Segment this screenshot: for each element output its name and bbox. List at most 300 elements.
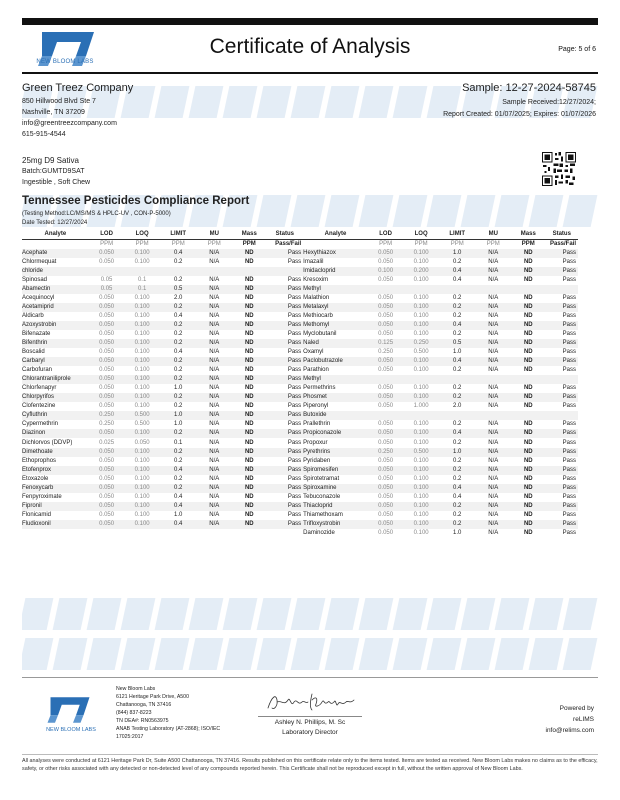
- powered-by-label: Powered by: [559, 705, 594, 712]
- table-cell: ND: [232, 285, 266, 294]
- table-cell: [511, 375, 545, 384]
- table-cell: Pyridaben: [303, 457, 331, 464]
- table-cell: Fenpyroximate: [22, 493, 62, 500]
- disclaimer-text: All analyses were conducted at 6121 Heritage Park Dr, Suite A500 Chattanooga, TN 37416. Results published on this certificate relate only to the items tested. Items are tested as received. New Bloom Labs makes no claims as to the efficacy, safety, or other risks associated with any detected or non-detected level of any compounds reported herein. This Certificate shall not be reproduced except in full, without the written approval of New Bloom Labs.: [22, 758, 598, 772]
- table-cell: Pass: [562, 457, 576, 464]
- table-cell: Thiamethoxam: [303, 511, 343, 518]
- table-cell: ND: [244, 385, 254, 392]
- unit-cell: PPM: [379, 240, 393, 247]
- table-cell: 0.050: [368, 249, 404, 258]
- lab-info-line: (844) 837-8223: [116, 710, 152, 716]
- table-cell: 0.100: [134, 493, 150, 500]
- table-cell: ND: [511, 267, 545, 276]
- table-cell: [368, 285, 404, 294]
- table-cell: Pass: [267, 393, 304, 402]
- table-cell: 0.2: [453, 294, 462, 301]
- watermark-band: [22, 638, 598, 670]
- table-cell: 0.2: [160, 429, 197, 438]
- table-cell: 0.250: [89, 411, 125, 420]
- table-cell: 0.050: [89, 339, 125, 348]
- table-row: [22, 448, 578, 457]
- table-cell: 0.05: [100, 276, 113, 283]
- table-cell: 1.0: [453, 349, 462, 356]
- table-cell: 0.4: [160, 249, 197, 258]
- table-cell: ND: [232, 429, 266, 438]
- table-cell: Pass: [267, 339, 304, 348]
- table-cell: Pass: [267, 303, 304, 312]
- table-row: [22, 529, 578, 538]
- table-cell: 0.100: [413, 258, 429, 265]
- lab-info-line: ANAB Testing Laboratory (AT-2868); ISO/IEC: [116, 726, 221, 732]
- table-cell: Chlormequat: [22, 258, 57, 265]
- table-cell: 0.250: [368, 448, 404, 457]
- table-cell: Pass: [287, 475, 302, 482]
- table-cell: 0.100: [134, 258, 150, 265]
- table-cell: Metalaxyl: [303, 303, 368, 312]
- table-row: [22, 375, 578, 384]
- unit-cell: Pass/Fail: [275, 240, 302, 247]
- table-cell: ND: [244, 403, 254, 410]
- table-cell: N/A: [488, 403, 499, 410]
- table-cell: Diazinon: [22, 429, 89, 438]
- column-header: LOQ: [403, 230, 439, 239]
- lab-info-line: 17025:2017: [116, 734, 144, 740]
- table-cell: 0.2: [160, 393, 197, 402]
- table-cell: Permethrins: [303, 385, 336, 392]
- table-cell: N/A: [209, 312, 220, 319]
- table-cell: ND: [244, 349, 254, 356]
- table-cell: ND: [244, 421, 254, 428]
- director-title: Laboratory Director: [282, 729, 338, 736]
- table-cell: ND: [232, 393, 266, 402]
- table-cell: 0.250: [403, 339, 439, 348]
- unit-cell: PPM: [521, 240, 535, 247]
- table-cell: N/A: [488, 276, 499, 283]
- table-cell: 0.050: [378, 403, 394, 410]
- table-cell: 0.050: [89, 375, 125, 384]
- table-cell: Pass: [562, 511, 576, 518]
- table-cell: ND: [232, 502, 266, 511]
- table-cell: 0.2: [453, 439, 462, 446]
- table-cell: 0.100: [413, 529, 429, 536]
- table-cell: ND: [244, 439, 254, 446]
- table-cell: Ethoprophos: [22, 457, 57, 464]
- table-cell: Pass: [546, 303, 578, 312]
- table-cell: 1.0: [453, 529, 462, 536]
- table-cell: Pass: [267, 411, 304, 420]
- table-cell: 0.050: [378, 511, 394, 518]
- table-cell: 0.050: [99, 349, 115, 356]
- table-cell: N/A: [488, 258, 499, 265]
- table-cell: N/A: [197, 393, 233, 402]
- powered-by-email: info@relims.com: [545, 727, 594, 734]
- table-cell: N/A: [209, 511, 220, 518]
- table-cell: 0.1: [124, 285, 160, 294]
- table-cell: 0.2: [439, 466, 476, 475]
- table-cell: [197, 267, 233, 276]
- table-cell: 0.050: [368, 484, 404, 493]
- table-cell: Pass: [546, 520, 578, 529]
- table-cell: ND: [244, 367, 254, 374]
- table-cell: 0.500: [124, 411, 160, 420]
- table-cell: ND: [232, 249, 266, 258]
- table-cell: Methyl: [303, 285, 368, 294]
- column-header: Analyte: [22, 230, 89, 239]
- table-cell: 0.4: [439, 321, 476, 330]
- table-cell: Flonicamid: [22, 511, 52, 518]
- table-cell: Oxamyl: [303, 349, 324, 356]
- table-cell: 0.050: [99, 475, 115, 482]
- table-cell: [124, 529, 160, 538]
- table-cell: Pass: [562, 529, 576, 536]
- table-cell: ND: [244, 475, 254, 482]
- table-cell: 0.050: [378, 312, 394, 319]
- signature-line: [258, 716, 362, 717]
- table-header-row: [22, 230, 578, 239]
- table-cell: 0.2: [160, 448, 197, 457]
- header-divider: [22, 72, 598, 74]
- table-cell: 0.100: [403, 484, 439, 493]
- table-cell: Methyl: [303, 375, 368, 384]
- client-phone: 615-915-4544: [22, 131, 66, 138]
- table-cell: Pass: [562, 349, 576, 356]
- table-cell: 0.100: [124, 375, 160, 384]
- table-cell: Pass: [287, 421, 302, 428]
- report-dates: Report Created: 01/07/2025; Expires: 01/07/2026: [443, 111, 596, 118]
- table-cell: Propoxur: [303, 439, 328, 446]
- table-cell: 0.050: [89, 502, 125, 511]
- table-cell: 0.100: [403, 357, 439, 366]
- table-cell: Propiconazole: [303, 429, 368, 438]
- table-cell: 0.100: [124, 357, 160, 366]
- table-cell: N/A: [209, 475, 220, 482]
- table-row: [22, 402, 578, 411]
- table-row: [22, 285, 578, 294]
- qr-code: [542, 152, 576, 186]
- table-cell: N/A: [197, 411, 233, 420]
- watermark-band: [22, 598, 598, 630]
- table-cell: 0.100: [134, 475, 150, 482]
- table-cell: 0.050: [89, 393, 125, 402]
- table-cell: 1.0: [174, 421, 183, 428]
- table-cell: N/A: [488, 475, 499, 482]
- table-cell: [22, 529, 89, 538]
- table-cell: Pass: [267, 448, 304, 457]
- table-cell: ND: [232, 357, 266, 366]
- table-cell: 0.050: [368, 466, 404, 475]
- table-cell: Dichlorvos (DDVP): [22, 439, 73, 446]
- table-cell: 0.2: [174, 367, 183, 374]
- unit-cell: [22, 239, 89, 249]
- table-cell: N/A: [488, 511, 499, 518]
- table-cell: ND: [232, 321, 266, 330]
- table-cell: N/A: [476, 303, 512, 312]
- table-row: [22, 348, 578, 357]
- table-cell: Methiocarb: [303, 312, 333, 319]
- table-cell: ND: [511, 249, 545, 258]
- unit-cell: PPM: [207, 240, 221, 247]
- table-cell: Myclobutanil: [303, 330, 337, 337]
- table-cell: 0.2: [453, 385, 462, 392]
- table-cell: 0.050: [99, 493, 115, 500]
- table-row: [22, 466, 578, 475]
- table-cell: ND: [523, 511, 533, 518]
- table-cell: Pass: [562, 294, 576, 301]
- table-cell: 0.050: [134, 439, 150, 446]
- table-cell: ND: [244, 493, 254, 500]
- table-cell: Pass: [562, 367, 576, 374]
- table-cell: 0.025: [99, 439, 115, 446]
- table-cell: Etoxazole: [22, 475, 49, 482]
- table-cell: 0.050: [99, 511, 115, 518]
- table-cell: ND: [523, 493, 533, 500]
- table-cell: 0.100: [124, 303, 160, 312]
- table-cell: 0.2: [453, 367, 462, 374]
- table-cell: [439, 375, 476, 384]
- table-cell: ND: [523, 421, 533, 428]
- report-title: Tennessee Pesticides Compliance Report: [22, 195, 250, 207]
- table-cell: [476, 285, 512, 294]
- table-row: [22, 475, 578, 484]
- page-number: Page: 5 of 6: [558, 46, 596, 53]
- table-cell: Bifenthrin: [22, 339, 89, 348]
- table-cell: 0.5: [160, 285, 197, 294]
- table-cell: Pass: [287, 457, 302, 464]
- table-cell: 0.250: [99, 421, 115, 428]
- table-cell: 0.2: [439, 303, 476, 312]
- table-row: [22, 294, 578, 303]
- table-cell: N/A: [209, 294, 220, 301]
- table-cell: [546, 285, 578, 294]
- table-cell: 0.100: [413, 312, 429, 319]
- table-cell: 0.100: [134, 457, 150, 464]
- table-cell: 0.100: [413, 475, 429, 482]
- client-name: Green Treez Company: [22, 82, 134, 94]
- table-cell: Chlorpyrifos: [22, 393, 89, 402]
- table-cell: 2.0: [174, 294, 183, 301]
- table-cell: 0.2: [453, 421, 462, 428]
- column-header: Status: [546, 230, 578, 239]
- table-cell: Pass: [267, 249, 304, 258]
- table-cell: Paclobutrazole: [303, 357, 368, 366]
- table-cell: N/A: [197, 303, 233, 312]
- table-cell: ND: [523, 385, 533, 392]
- client-email: info@greentreezcompany.com: [22, 120, 117, 127]
- table-cell: 0.100: [134, 349, 150, 356]
- table-cell: N/A: [209, 493, 220, 500]
- table-cell: 0.050: [378, 421, 394, 428]
- table-cell: 0.100: [403, 249, 439, 258]
- unit-cell: [303, 239, 368, 249]
- table-cell: 0.050: [378, 529, 394, 536]
- table-cell: N/A: [488, 421, 499, 428]
- unit-cell: PPM: [100, 240, 114, 247]
- table-row: [22, 502, 578, 511]
- table-cell: 0.050: [89, 357, 125, 366]
- table-cell: Pyrethrins: [303, 448, 368, 457]
- table-cell: 0.100: [413, 294, 429, 301]
- table-cell: Thiacloprid: [303, 502, 368, 511]
- table-cell: N/A: [476, 466, 512, 475]
- table-cell: Imazalil: [303, 258, 324, 265]
- table-cell: 0.100: [403, 520, 439, 529]
- table-cell: 0.100: [403, 502, 439, 511]
- table-cell: N/A: [476, 267, 512, 276]
- table-cell: Pass: [546, 429, 578, 438]
- table-row: [22, 384, 578, 393]
- table-cell: Pass: [267, 502, 304, 511]
- client-address-line: 850 Hillwood Blvd Ste 7: [22, 98, 96, 105]
- table-cell: Piperonyl: [303, 403, 329, 410]
- table-row: [22, 321, 578, 330]
- table-cell: 0.100: [124, 393, 160, 402]
- table-cell: 0.2: [439, 520, 476, 529]
- table-cell: 0.125: [368, 339, 404, 348]
- table-cell: N/A: [488, 349, 499, 356]
- table-cell: 0.100: [124, 321, 160, 330]
- table-cell: [124, 267, 160, 276]
- table-cell: 0.2: [453, 312, 462, 319]
- table-cell: 0.4: [439, 484, 476, 493]
- table-cell: Daminozide: [303, 529, 335, 536]
- table-cell: 0.100: [403, 303, 439, 312]
- table-cell: 0.050: [89, 429, 125, 438]
- table-cell: [89, 529, 125, 538]
- table-cell: 0.100: [124, 249, 160, 258]
- unit-cell: Pass/Fail: [549, 240, 576, 247]
- table-cell: ND: [523, 475, 533, 482]
- table-cell: Pass: [562, 475, 576, 482]
- table-cell: N/A: [197, 429, 233, 438]
- table-row: [22, 411, 578, 420]
- table-cell: 0.050: [378, 493, 394, 500]
- table-cell: 0.100: [413, 330, 429, 337]
- table-cell: N/A: [209, 403, 220, 410]
- table-cell: N/A: [197, 466, 233, 475]
- table-row: [22, 366, 578, 375]
- sample-received: Sample Received:12/27/2024;: [502, 99, 596, 106]
- table-cell: N/A: [488, 493, 499, 500]
- table-cell: ND: [232, 411, 266, 420]
- table-cell: 0.500: [403, 448, 439, 457]
- table-cell: Acephate: [22, 249, 89, 258]
- table-cell: N/A: [488, 529, 499, 536]
- table-cell: 0.100: [124, 484, 160, 493]
- lab-info-line: Chattanooga, TN 37416: [116, 702, 172, 708]
- table-cell: ND: [523, 457, 533, 464]
- table-cell: Etofenprox: [22, 466, 89, 475]
- table-cell: 0.100: [124, 429, 160, 438]
- table-cell: N/A: [488, 457, 499, 464]
- table-cell: Parathion: [303, 367, 329, 374]
- lab-info-line: TN DEA#: RN0563975: [116, 718, 169, 724]
- table-cell: 0.050: [378, 475, 394, 482]
- table-cell: 0.4: [439, 267, 476, 276]
- table-cell: N/A: [476, 429, 512, 438]
- table-cell: ND: [511, 321, 545, 330]
- table-cell: Imidacloprid: [303, 267, 368, 276]
- table-cell: [232, 267, 266, 276]
- table-cell: Spiroxamine: [303, 484, 368, 493]
- table-cell: N/A: [476, 520, 512, 529]
- report-method: (Testing Method:LC/MS/MS & HPLC-UV , CON-P-5000): [22, 211, 171, 217]
- table-cell: Kresoxim: [303, 276, 329, 283]
- table-cell: Pass: [546, 448, 578, 457]
- table-cell: Pass: [562, 385, 576, 392]
- table-cell: N/A: [209, 349, 220, 356]
- table-row: [22, 258, 578, 267]
- table-cell: Pass: [562, 493, 576, 500]
- table-cell: [511, 285, 545, 294]
- table-cell: 0.100: [413, 493, 429, 500]
- table-cell: 0.1: [137, 276, 147, 283]
- table-cell: 0.2: [439, 393, 476, 402]
- table-row: [22, 330, 578, 339]
- table-row: [22, 493, 578, 502]
- table-row: [22, 438, 578, 447]
- table-cell: N/A: [476, 502, 512, 511]
- table-cell: 0.100: [134, 312, 150, 319]
- table-cell: Spinosad: [22, 276, 48, 283]
- column-header: LIMIT: [439, 230, 476, 239]
- table-cell: ND: [244, 276, 254, 283]
- table-cell: 0.050: [368, 429, 404, 438]
- table-cell: Malathion: [303, 294, 330, 301]
- table-cell: 0.4: [160, 466, 197, 475]
- table-cell: 0.05: [89, 285, 125, 294]
- unit-cell: PPM: [450, 240, 464, 247]
- table-cell: 0.050: [368, 393, 404, 402]
- table-cell: chloride: [22, 267, 89, 276]
- table-cell: 0.5: [439, 339, 476, 348]
- table-row: [22, 457, 578, 466]
- lab-logo-text: NEW BLOOM LABS: [36, 59, 94, 65]
- column-header: LIMIT: [160, 230, 197, 239]
- table-cell: N/A: [488, 367, 499, 374]
- table-cell: Pass: [546, 249, 578, 258]
- top-bar: [22, 18, 598, 25]
- table-cell: 0.4: [453, 276, 462, 283]
- table-cell: 0.2: [160, 303, 197, 312]
- table-cell: 0.050: [89, 466, 125, 475]
- table-cell: Pass: [267, 321, 304, 330]
- table-cell: ND: [511, 357, 545, 366]
- table-cell: N/A: [209, 367, 220, 374]
- table-cell: 0.100: [413, 367, 429, 374]
- table-row: [22, 429, 578, 438]
- table-cell: 0.050: [368, 303, 404, 312]
- table-cell: 0.050: [378, 385, 394, 392]
- table-cell: 0.2: [174, 258, 183, 265]
- table-cell: [546, 411, 578, 420]
- table-cell: Hexythiazox: [303, 249, 368, 258]
- table-cell: [476, 375, 512, 384]
- table-cell: 0.2: [453, 258, 462, 265]
- table-cell: 0.2: [439, 502, 476, 511]
- table-cell: 0.2: [160, 339, 197, 348]
- table-cell: ND: [523, 529, 533, 536]
- table-cell: 0.050: [89, 321, 125, 330]
- table-cell: 0.050: [368, 520, 404, 529]
- table-row: [22, 393, 578, 402]
- table-cell: ND: [244, 258, 254, 265]
- table-cell: N/A: [476, 339, 512, 348]
- table-cell: 0.050: [378, 367, 394, 374]
- table-cell: 0.050: [99, 258, 115, 265]
- table-cell: ND: [511, 484, 545, 493]
- table-cell: N/A: [197, 339, 233, 348]
- report-date-tested: Date Tested: 12/27/2024: [22, 220, 88, 226]
